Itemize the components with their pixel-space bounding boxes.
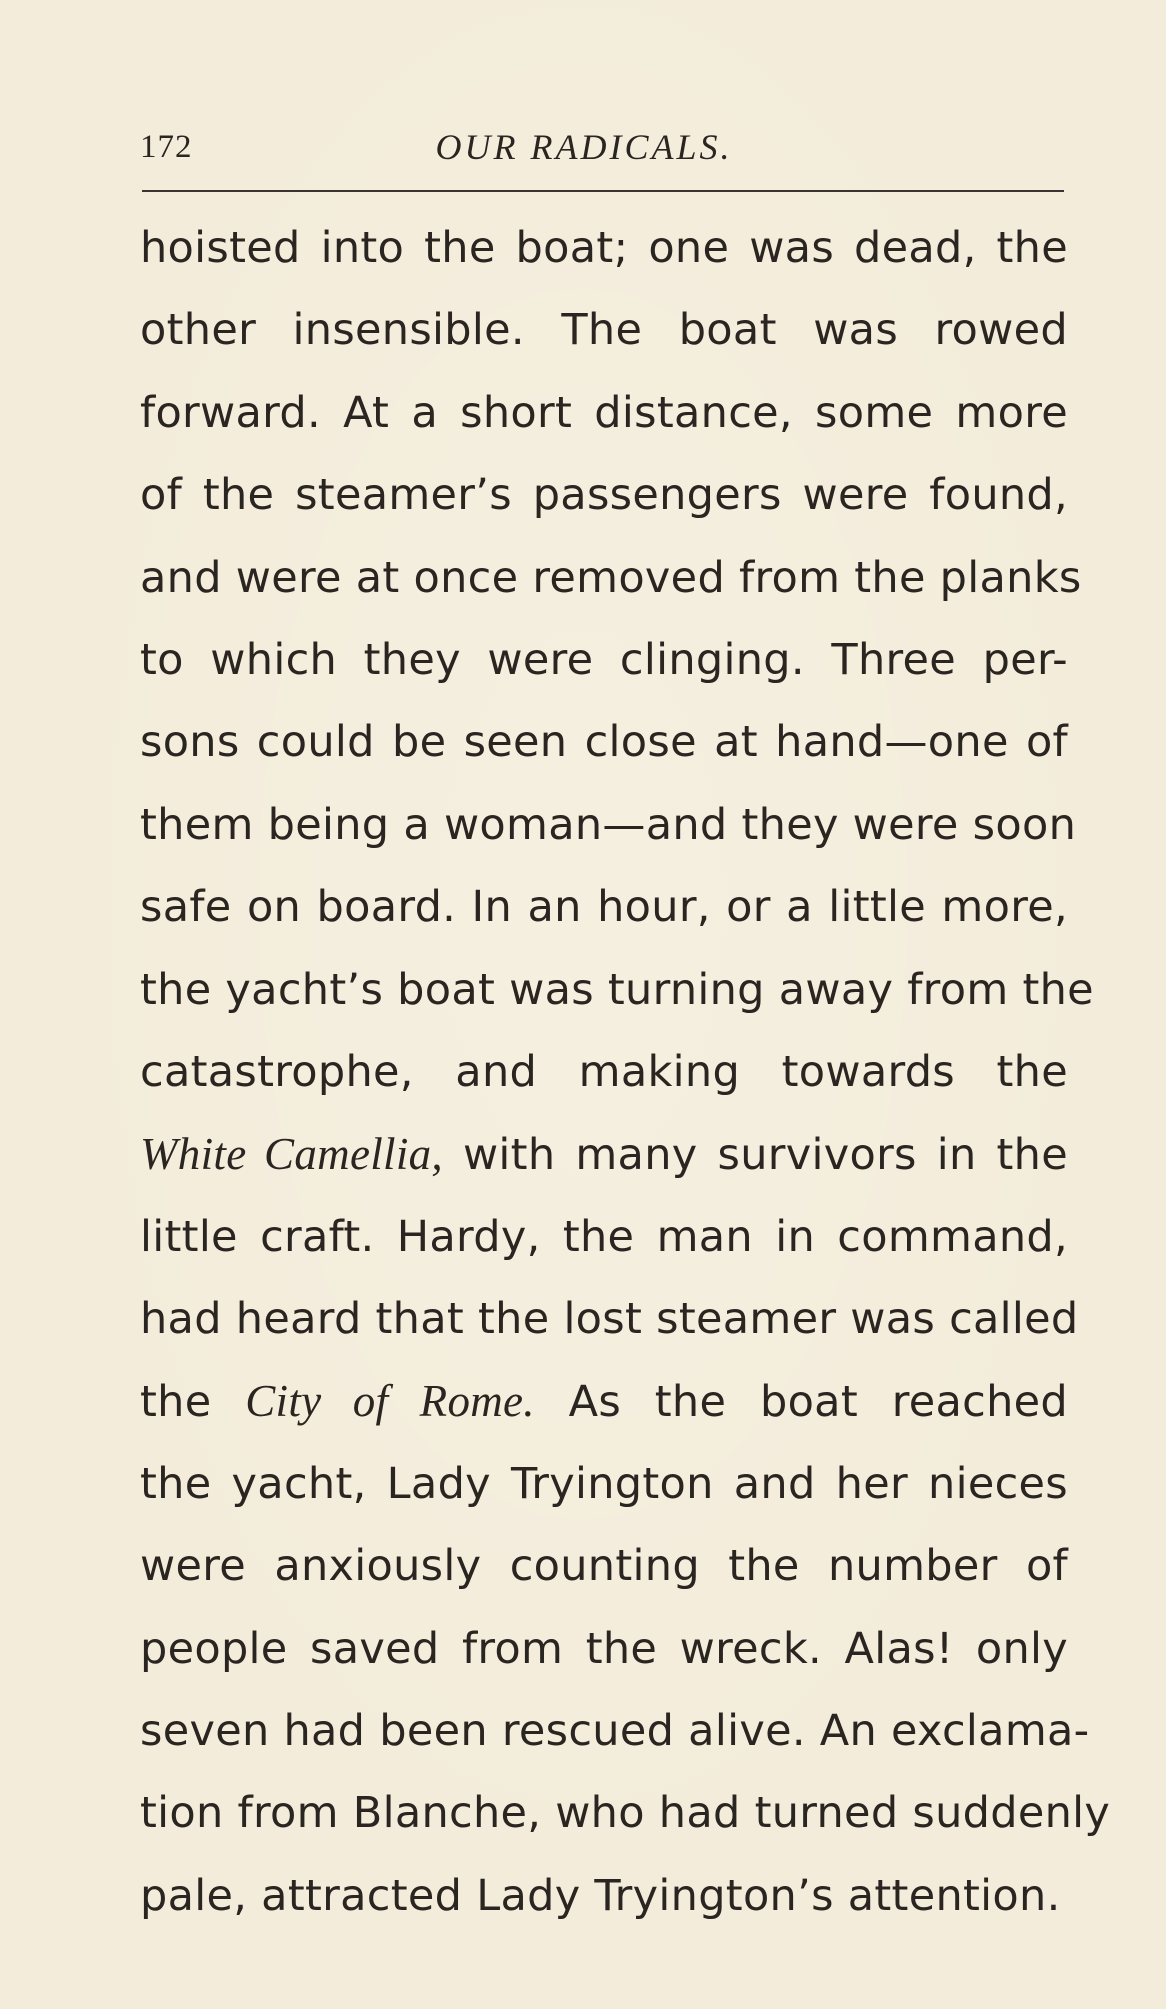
ship-name-italic: City of Rome. <box>245 1376 535 1427</box>
text-line: were anxiously counting the number of <box>140 1541 1068 1592</box>
text-line: to which they were clinging. Three per- <box>140 634 1068 685</box>
text-line: catastrophe, and making towards the <box>140 1046 1068 1097</box>
text-line: pale, attracted Lady Tryington’s attention. <box>140 1870 1061 1921</box>
text-line: them being a woman—and they were soon <box>140 799 1077 850</box>
text-line: of the steamer’s passengers were found, <box>140 470 1068 521</box>
text-line: forward. At a short distance, some more <box>140 387 1068 438</box>
text-line: sons could be seen close at hand—one of <box>140 717 1068 768</box>
text-line: the yacht’s boat was turning away from the <box>140 964 1094 1015</box>
line-rest: with many survivors in the <box>442 1130 1068 1181</box>
text-line: safe on board. In an hour, or a little more, <box>140 882 1068 933</box>
text-line-with-italic <box>140 1113 1068 1195</box>
body-text <box>140 207 1111 1937</box>
text-line: the yacht, Lady Tryington and her nieces <box>140 1458 1068 1509</box>
text-line: hoisted into the boat; one was dead, the <box>140 223 1068 273</box>
line-rest: As the boat reached <box>534 1377 1069 1428</box>
text-line: seven had been rescued alive. An exclama- <box>140 1706 1090 1757</box>
line-pre: the <box>140 1377 246 1428</box>
text-line: had heard that the lost steamer was called <box>140 1294 1079 1345</box>
text-line-with-italic <box>140 1360 1068 1442</box>
text-line: tion from Blanche, who had turned suddenly <box>140 1788 1111 1839</box>
text-line: little craft. Hardy, the man in command, <box>140 1211 1068 1262</box>
page-number: 172 <box>140 129 193 165</box>
ship-name-italic: White Camellia, <box>140 1129 443 1180</box>
running-head <box>140 122 1064 172</box>
header-rule <box>142 190 1064 192</box>
running-title: OUR RADICALS. <box>435 127 733 167</box>
text-line: and were at once removed from the planks <box>140 552 1082 603</box>
text-line: people saved from the wreck. Alas! only <box>140 1623 1068 1674</box>
text-line: other insensible. The boat was rowed <box>140 305 1068 356</box>
